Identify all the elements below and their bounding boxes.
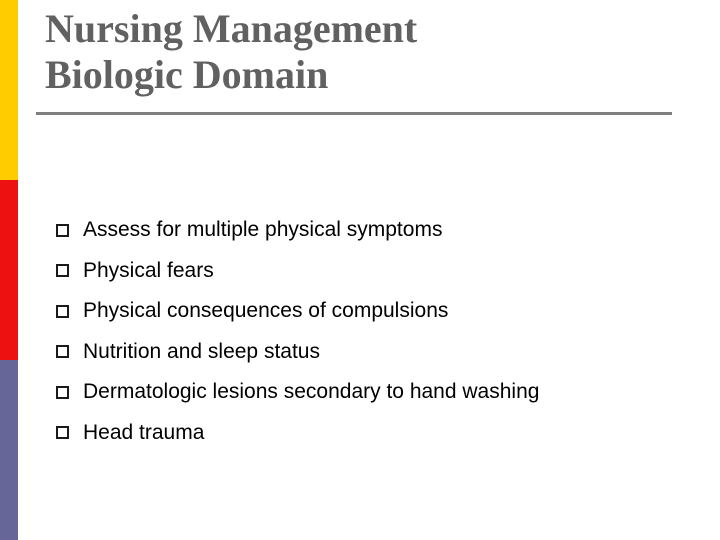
hollow-square-bullet-icon bbox=[56, 426, 69, 439]
title-line-2: Biologic Domain bbox=[45, 52, 329, 97]
bullet-text: Assess for multiple physical symptoms bbox=[83, 218, 443, 242]
bullet-list bbox=[56, 210, 539, 453]
bullet-item bbox=[56, 413, 539, 454]
bullet-text: Head trauma bbox=[83, 420, 205, 444]
sidebar-stripe-purple bbox=[0, 360, 18, 540]
sidebar-stripe-yellow bbox=[0, 0, 18, 180]
bullet-item bbox=[56, 332, 539, 373]
hollow-square-bullet-icon bbox=[56, 386, 69, 399]
title-divider bbox=[36, 112, 672, 115]
bullet-text: Nutrition and sleep status bbox=[83, 339, 320, 363]
bullet-item bbox=[56, 372, 539, 413]
sidebar-stripe-red bbox=[0, 180, 18, 360]
bullet-item bbox=[56, 251, 539, 292]
hollow-square-bullet-icon bbox=[56, 345, 69, 358]
bullet-item bbox=[56, 210, 539, 251]
bullet-text: Physical consequences of compulsions bbox=[83, 299, 449, 323]
slide-title bbox=[45, 6, 417, 98]
hollow-square-bullet-icon bbox=[56, 305, 69, 318]
bullet-item bbox=[56, 291, 539, 332]
title-line-1: Nursing Management bbox=[45, 6, 418, 51]
hollow-square-bullet-icon bbox=[56, 264, 69, 277]
bullet-text: Dermatologic lesions secondary to hand washing bbox=[83, 380, 540, 404]
bullet-text: Physical fears bbox=[83, 258, 214, 282]
hollow-square-bullet-icon bbox=[56, 224, 69, 237]
